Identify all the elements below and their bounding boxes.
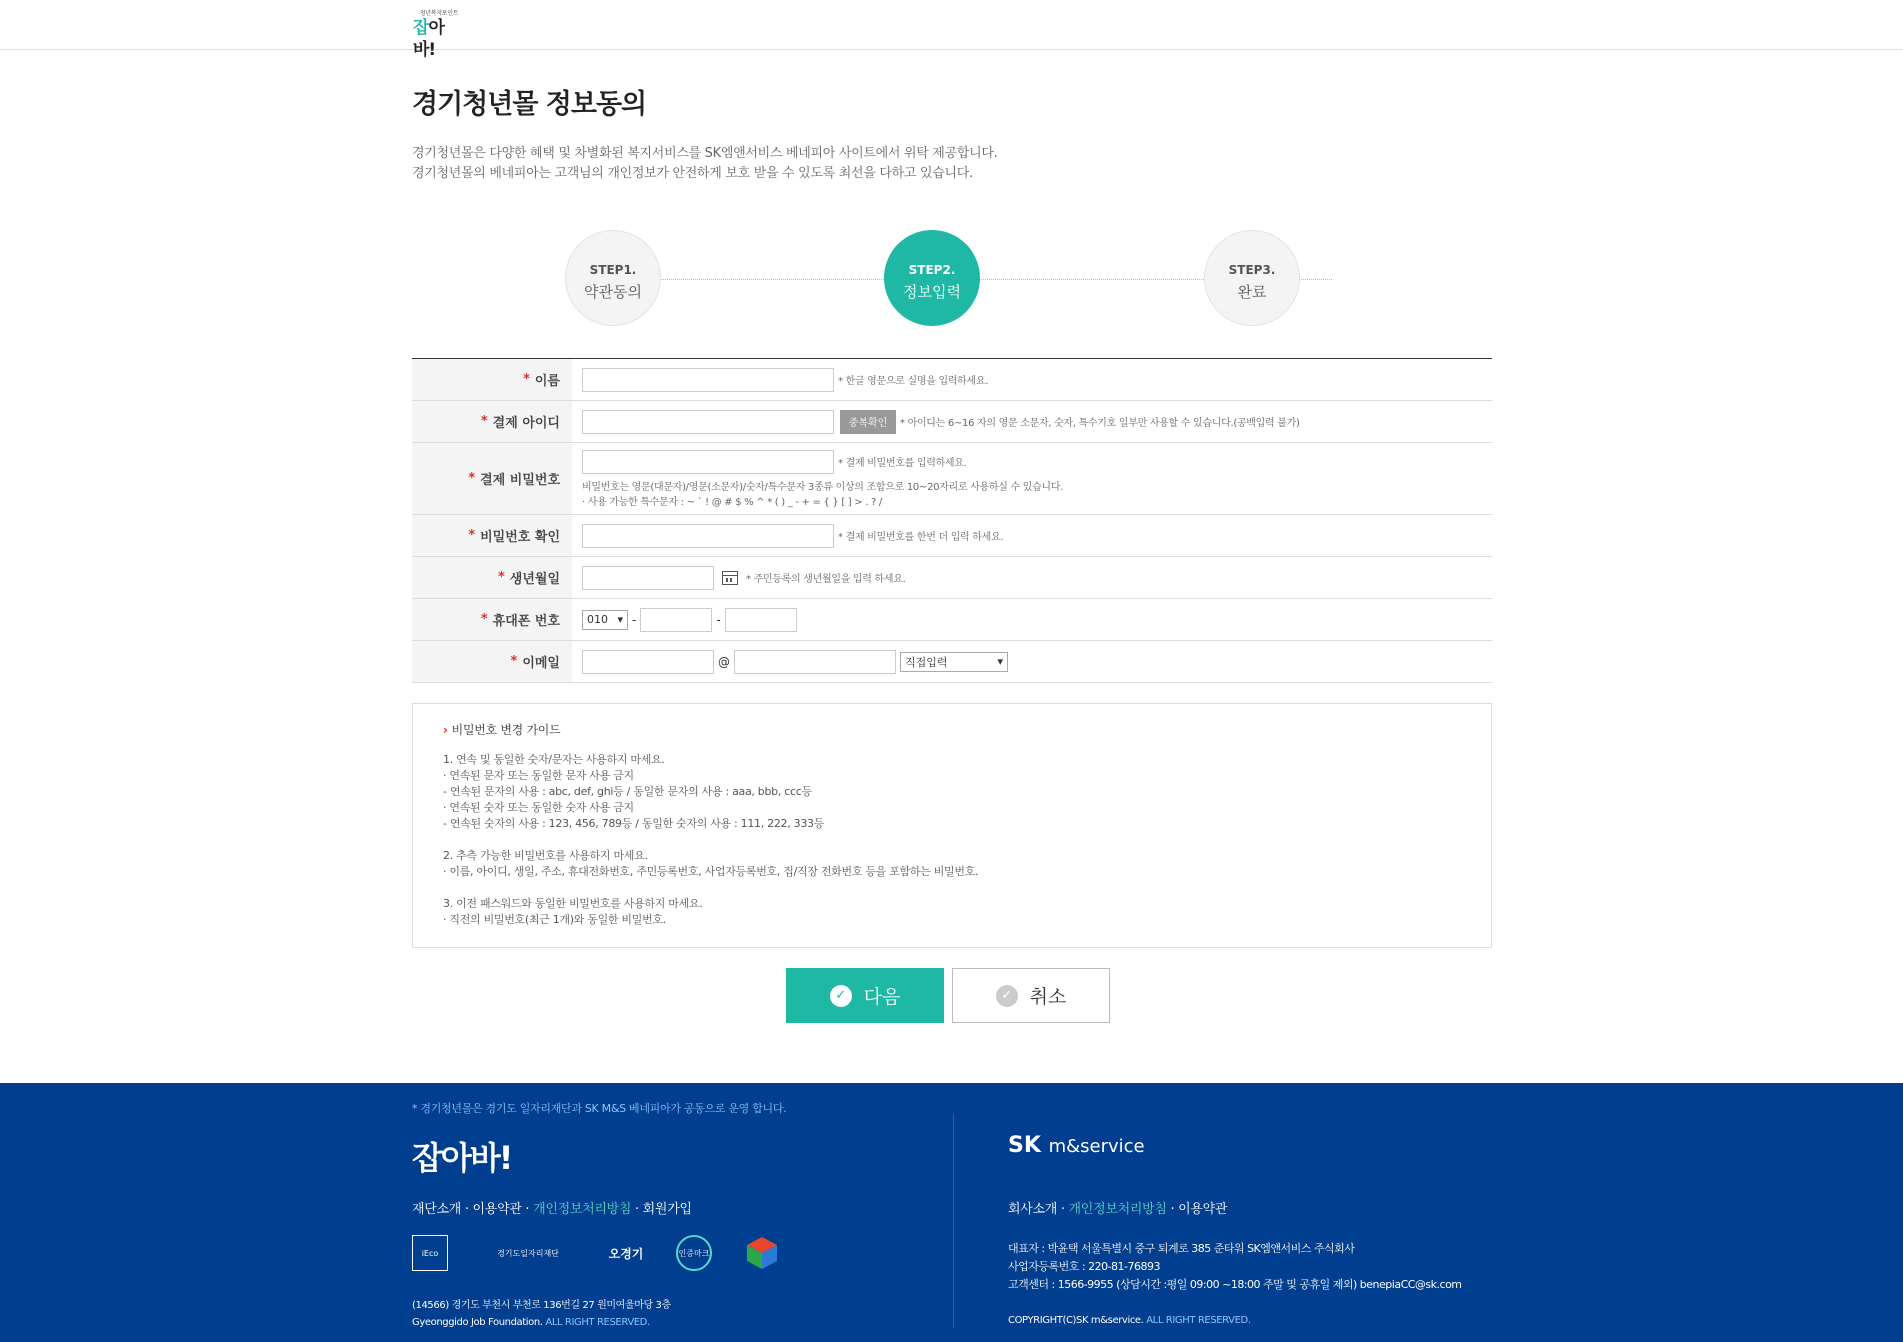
step-indicator bbox=[412, 230, 1492, 326]
top-bar bbox=[0, 0, 1903, 60]
chevron-down-icon: ▾ bbox=[617, 613, 623, 626]
name-hint: * 한글 영문으로 실명을 입력하세요. bbox=[838, 376, 989, 387]
gyeonggi-logo-icon: 오경기 bbox=[608, 1246, 644, 1261]
guide-section-3 bbox=[443, 896, 1461, 928]
step-1-num: STEP1. bbox=[589, 263, 637, 277]
guide-section-2 bbox=[443, 848, 1461, 880]
guide-section-1 bbox=[443, 752, 1461, 832]
logo-text bbox=[413, 17, 465, 61]
label-name bbox=[412, 359, 572, 400]
foundation-logo-icon: 경기도일자리재단 bbox=[497, 1248, 559, 1258]
foundation-line bbox=[412, 1314, 671, 1331]
row-pay-id bbox=[412, 401, 1492, 443]
link-sep: · bbox=[1166, 1202, 1179, 1217]
label-pay-password bbox=[412, 443, 572, 514]
info-form bbox=[412, 358, 1492, 683]
name-input[interactable] bbox=[582, 368, 834, 392]
footer-right-links bbox=[1008, 1198, 1227, 1217]
logo-tagline: 청년복지포인트 bbox=[419, 10, 459, 17]
birth-hint: * 주민등록의 생년월일을 입력 하세요. bbox=[746, 574, 906, 585]
certification-badge-icon: 인증마크 bbox=[676, 1235, 712, 1271]
footer-left-links bbox=[412, 1198, 692, 1217]
birth-input[interactable] bbox=[582, 566, 714, 590]
password-confirm-input[interactable] bbox=[582, 524, 834, 548]
link-terms[interactable]: 이용약관 bbox=[472, 1202, 522, 1217]
sk-logo-b: m&service bbox=[1048, 1136, 1145, 1157]
link-about[interactable]: 재단소개 bbox=[412, 1202, 462, 1217]
site-logo[interactable] bbox=[413, 8, 465, 60]
footer-divider bbox=[953, 1113, 954, 1328]
guide-line: · 연속된 문자 또는 동일한 문자 사용 금지 bbox=[443, 769, 634, 782]
guide-line: · 이름, 아이디, 생일, 주소, 휴대전화번호, 주민등록번호, 사업자등록번호, 집/직장 전화번호 등을 포함하는 비밀번호. bbox=[443, 865, 979, 878]
desc-line-2: 경기청년몰의 베네피아는 고객님의 개인정보가 안전하게 보호 받을 수 있도록 최선을 다하고 있습니다. bbox=[412, 166, 973, 181]
email-domain-select-value: 직접입력 bbox=[905, 655, 948, 669]
step-1 bbox=[565, 230, 661, 326]
desc-line-1: 경기청년몰은 다양한 혜택 및 차별화된 복지서비스를 SK엠앤서비스 베네피아 사이트에서 위탁 제공합니다. bbox=[412, 146, 998, 161]
page-title: 경기청년몰 정보동의 bbox=[412, 89, 647, 120]
footer-note: * 경기청년몰은 경기도 일자리재단과 SK M&S 베네피아가 공동으로 운영 합니다. bbox=[412, 1102, 787, 1115]
required-mark: * bbox=[480, 414, 488, 429]
link-signup[interactable]: 회원가입 bbox=[642, 1202, 692, 1217]
page-description bbox=[412, 144, 1492, 184]
guide-line: - 연속된 문자의 사용 : abc, def, ghi등 / 동일한 문자의 사용 : aaa, bbb, ccc등 bbox=[443, 785, 812, 798]
link-sk-terms[interactable]: 이용약관 bbox=[1178, 1202, 1228, 1217]
required-mark: * bbox=[480, 612, 488, 627]
sk-rights-text: ALL RIGHT RESERVED. bbox=[1146, 1315, 1251, 1326]
email-id-input[interactable] bbox=[582, 650, 714, 674]
pay-password-line bbox=[582, 450, 967, 474]
footer bbox=[0, 1083, 1903, 1342]
password-rule: 비밀번호는 영문(대문자)/영문(소문자)/숫자/특수문자 3종류 이상의 조합으로 10~20자리로 사용하실 수 있습니다. bbox=[582, 481, 1064, 493]
next-button-label: 다음 bbox=[863, 986, 901, 1008]
required-mark: * bbox=[468, 471, 476, 486]
phone-prefix-select[interactable] bbox=[582, 610, 628, 630]
foundation-name: Gyeonggido Job Foundation. bbox=[412, 1317, 546, 1328]
rights-text: ALL RIGHT RESERVED. bbox=[545, 1317, 650, 1328]
cell-password-confirm bbox=[572, 515, 1492, 556]
label-email bbox=[412, 641, 572, 682]
cell-pay-id bbox=[572, 401, 1492, 442]
label-phone bbox=[412, 599, 572, 640]
guide-title-text: 비밀번호 변경 가이드 bbox=[451, 723, 561, 737]
row-phone bbox=[412, 599, 1492, 641]
sk-copy-text: COPYRIGHT(C)SK m&service. bbox=[1008, 1315, 1147, 1326]
label-name-text: 이름 bbox=[534, 374, 560, 389]
step-2-num: STEP2. bbox=[908, 263, 956, 277]
step-3-label: 완료 bbox=[1237, 283, 1267, 301]
email-at: @ bbox=[718, 654, 730, 669]
label-phone-text: 휴대폰 번호 bbox=[492, 614, 560, 629]
cell-pay-password bbox=[572, 443, 1492, 514]
link-sep: · bbox=[631, 1202, 643, 1217]
cube-svg bbox=[744, 1235, 780, 1271]
phone-prefix-value: 010 bbox=[587, 613, 608, 626]
row-password-confirm bbox=[412, 515, 1492, 557]
phone-last-input[interactable] bbox=[725, 608, 797, 632]
pay-id-input[interactable] bbox=[582, 410, 834, 434]
guide-title bbox=[443, 722, 1461, 738]
password-guide bbox=[412, 703, 1492, 948]
cancel-button[interactable] bbox=[952, 968, 1110, 1023]
step-3 bbox=[1204, 230, 1300, 326]
required-mark: * bbox=[468, 528, 476, 543]
footer-logo: 잡아바! bbox=[412, 1139, 512, 1177]
cell-name bbox=[572, 359, 1492, 400]
label-email-text: 이메일 bbox=[522, 656, 560, 671]
label-pay-id-text: 결제 아이디 bbox=[492, 416, 560, 431]
email-domain-input[interactable] bbox=[734, 650, 896, 674]
row-name bbox=[412, 359, 1492, 401]
sk-logo-a: SK bbox=[1008, 1133, 1041, 1158]
guide-line: · 연속된 숫자 또는 동일한 숫자 사용 금지 bbox=[443, 801, 634, 814]
step-1-label: 약관동의 bbox=[584, 283, 642, 301]
link-sk-privacy[interactable]: 개인정보처리방침 bbox=[1068, 1202, 1167, 1217]
link-company[interactable]: 회사소개 bbox=[1008, 1202, 1058, 1217]
company-info-line: 대표자 : 박윤택 서울특별시 중구 퇴계로 385 준타워 SK엠앤서비스 주식회사 bbox=[1008, 1242, 1355, 1255]
logo-text-b: 아바! bbox=[413, 18, 444, 60]
cancel-button-label: 취소 bbox=[1029, 986, 1067, 1008]
row-birth bbox=[412, 557, 1492, 599]
check-icon: ✓ bbox=[996, 985, 1018, 1007]
logo-text-a: 잡 bbox=[413, 18, 429, 38]
chevron-down-icon: ▾ bbox=[997, 655, 1003, 668]
footer-address bbox=[412, 1297, 671, 1331]
pay-password-input[interactable] bbox=[582, 450, 834, 474]
guide-line: 1. 연속 및 동일한 숫자/문자는 사용하지 마세요. bbox=[443, 753, 665, 766]
step-2-label: 정보입력 bbox=[903, 283, 961, 301]
pay-id-hint: * 아이디는 6~16 자의 영문 소문자, 숫자, 특수기호 일부만 사용할 수 있습니다.(공백입력 불가) bbox=[900, 418, 1300, 429]
check-icon: ✓ bbox=[830, 985, 852, 1007]
calendar-icon[interactable] bbox=[722, 571, 738, 585]
company-info-line: 사업자등록번호 : 220-81-76893 bbox=[1008, 1260, 1161, 1273]
step-3-num: STEP3. bbox=[1228, 263, 1276, 277]
label-birth-text: 생년월일 bbox=[509, 572, 560, 587]
step-2-active bbox=[884, 230, 980, 326]
phone-dash: - bbox=[632, 612, 637, 627]
required-mark: * bbox=[497, 570, 505, 585]
duplicate-check-button[interactable]: 중복확인 bbox=[840, 410, 896, 434]
next-button[interactable] bbox=[786, 968, 944, 1023]
link-sep: · bbox=[1057, 1202, 1069, 1217]
phone-dash: - bbox=[716, 612, 721, 627]
required-mark: * bbox=[523, 372, 530, 387]
label-password-confirm bbox=[412, 515, 572, 556]
row-pay-password bbox=[412, 443, 1492, 515]
sk-logo bbox=[1008, 1133, 1145, 1158]
link-sep: · bbox=[461, 1202, 473, 1217]
label-password-confirm-text: 비밀번호 확인 bbox=[480, 530, 560, 545]
password-confirm-hint: * 결제 비밀번호를 한번 더 입력 하세요. bbox=[838, 532, 1004, 543]
cube-logo-icon bbox=[744, 1235, 780, 1271]
label-birth bbox=[412, 557, 572, 598]
cell-email bbox=[572, 641, 1492, 682]
chevron-right-icon: › bbox=[443, 723, 448, 737]
required-mark: * bbox=[510, 654, 518, 669]
row-email bbox=[412, 641, 1492, 683]
password-special-chars: · 사용 가능한 특수문자 : ~ ` ! @ # $ % ^ * ( ) _ - + = { } [ ] > . ? / bbox=[582, 496, 882, 508]
guide-line: 3. 이전 패스워드와 동일한 비밀번호를 사용하지 마세요. bbox=[443, 897, 703, 910]
cell-birth bbox=[572, 557, 1492, 598]
cell-phone bbox=[572, 599, 1492, 640]
link-sep: · bbox=[521, 1202, 534, 1217]
link-privacy[interactable]: 개인정보처리방침 bbox=[533, 1202, 632, 1217]
pay-password-hint: * 결제 비밀번호를 입력하세요. bbox=[838, 458, 967, 469]
guide-line: · 직전의 비밀번호(최근 1개)와 동일한 비밀번호. bbox=[443, 913, 666, 926]
sk-copyright bbox=[1008, 1315, 1251, 1326]
certification-icons bbox=[412, 1235, 812, 1271]
label-pay-id bbox=[412, 401, 572, 442]
guide-line: - 연속된 숫자의 사용 : 123, 456, 789등 / 동일한 숫자의 사용 : 111, 222, 333등 bbox=[443, 817, 825, 830]
email-domain-select[interactable] bbox=[900, 652, 1008, 672]
ieco-icon: iEco bbox=[412, 1235, 448, 1271]
company-info-line: 고객센터 : 1566-9955 (상담시간 :평일 09:00 ~18:00 주말 및 공휴일 제외) benepiaCC@sk.com bbox=[1008, 1278, 1462, 1291]
phone-middle-input[interactable] bbox=[640, 608, 712, 632]
company-info bbox=[1008, 1240, 1462, 1294]
label-pay-password-text: 결제 비밀번호 bbox=[480, 473, 560, 488]
guide-line: 2. 추측 가능한 비밀번호를 사용하지 마세요. bbox=[443, 849, 648, 862]
address-line: (14566) 경기도 부천시 부천로 136번길 27 원미여울마당 3층 bbox=[412, 1300, 671, 1311]
